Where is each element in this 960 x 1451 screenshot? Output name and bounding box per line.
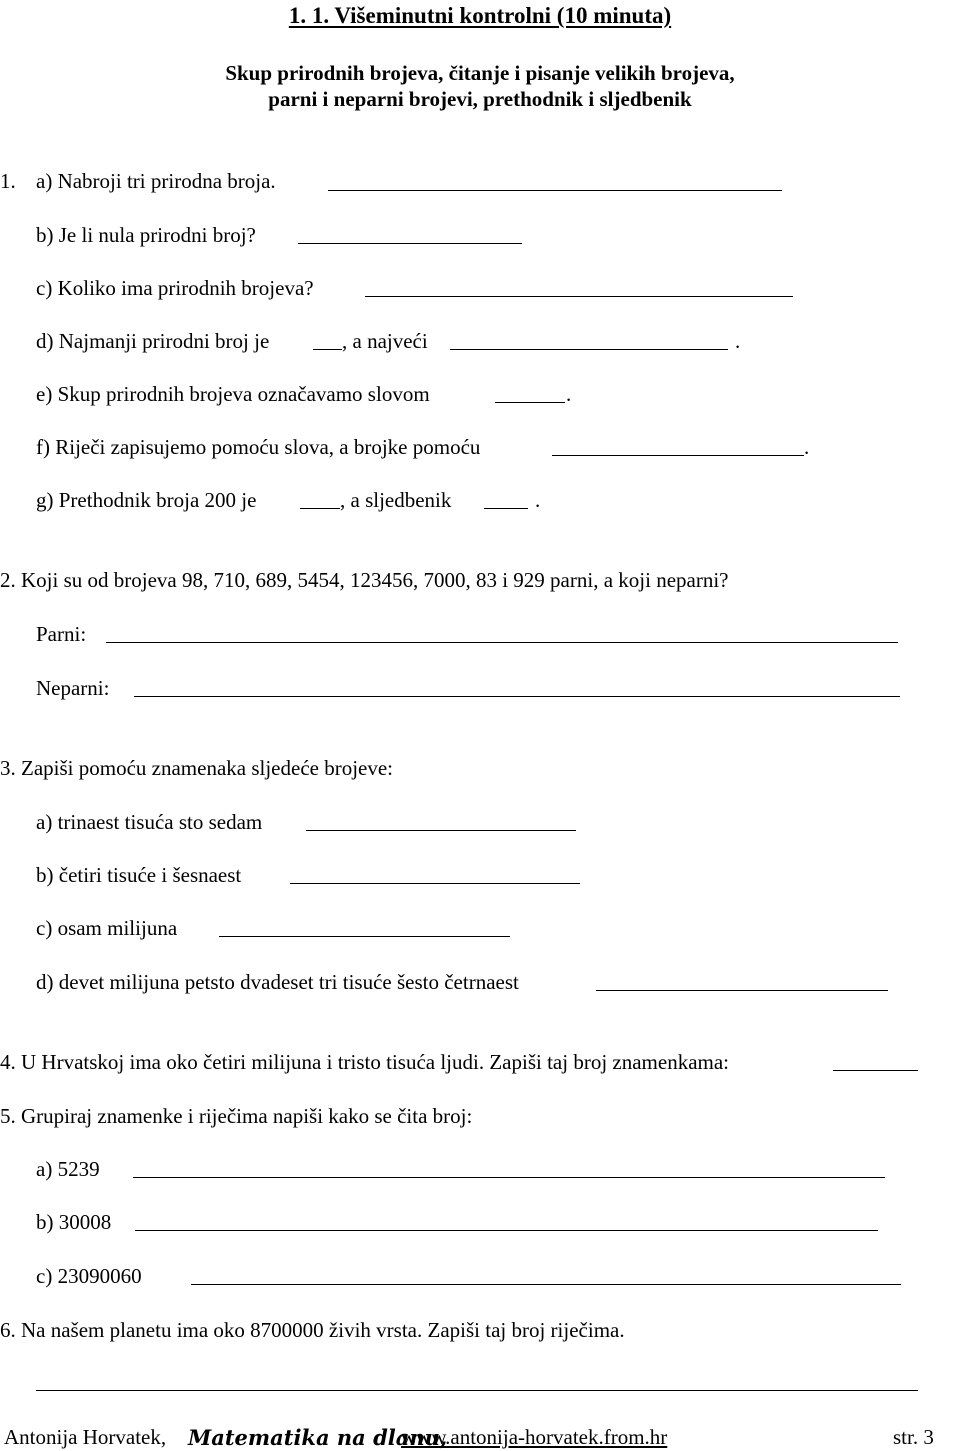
- q1b-answer-line[interactable]: [298, 243, 522, 244]
- q2-parni-label: Parni:: [36, 622, 87, 646]
- question-1-number: 1.: [0, 169, 16, 193]
- footer-website-link[interactable]: www.antonija-horvatek.from.hr: [401, 1425, 668, 1449]
- page-title: 1. 1. Višeminutni kontrolni (10 minuta): [288, 3, 672, 28]
- q3a-answer-line[interactable]: [306, 830, 576, 831]
- q2-parni-answer-line[interactable]: [106, 642, 898, 643]
- q1g-answer-line-next[interactable]: [484, 508, 528, 509]
- q3d-text: d) devet milijuna petsto dvadeset tri tisuće šesto četrnaest: [36, 970, 519, 994]
- question-5-text: 5. Grupiraj znamenke i riječima napiši kako se čita broj:: [0, 1104, 473, 1128]
- q3a-text: a) trinaest tisuća sto sedam: [36, 810, 263, 834]
- q5c-text: c) 23090060: [36, 1264, 142, 1288]
- q5b-answer-line[interactable]: [135, 1230, 878, 1231]
- question-6-text: 6. Na našem planetu ima oko 8700000 živih vrsta. Zapiši taj broj riječima.: [0, 1318, 625, 1342]
- q1d-text-2: , a najveći: [342, 329, 428, 353]
- q1e-text-2: .: [566, 382, 572, 406]
- q1e-text-1: e) Skup prirodnih brojeva označavamo slovom: [36, 382, 430, 406]
- q1d-answer-line-min[interactable]: [313, 349, 342, 350]
- q1g-text-1: g) Prethodnik broja 200 je: [36, 488, 257, 512]
- q5a-answer-line[interactable]: [133, 1177, 885, 1178]
- q1c-text: c) Koliko ima prirodnih brojeva?: [36, 276, 314, 300]
- q1d-answer-line-max[interactable]: [450, 349, 728, 350]
- footer-page-number: str. 3: [893, 1425, 934, 1449]
- q3b-answer-line[interactable]: [290, 883, 580, 884]
- question-4-text: 4. U Hrvatskoj ima oko četiri milijuna i tristo tisuća ljudi. Zapiši taj broj znamenkama:: [0, 1050, 730, 1074]
- q1g-answer-line-prev[interactable]: [300, 508, 340, 509]
- question-2-text: 2. Koji su od brojeva 98, 710, 689, 5454, 123456, 7000, 83 i 929 parni, a koji neparni?: [0, 568, 729, 592]
- q3d-answer-line[interactable]: [596, 990, 888, 991]
- q1f-text-2: .: [804, 435, 810, 459]
- q1a-answer-line[interactable]: [328, 190, 782, 191]
- q5a-text: a) 5239: [36, 1157, 100, 1181]
- q4-answer-line[interactable]: [833, 1070, 918, 1071]
- q1b-text: b) Je li nula prirodni broj?: [36, 223, 256, 247]
- q1c-answer-line[interactable]: [365, 296, 793, 297]
- q1e-answer-line[interactable]: [495, 402, 565, 403]
- subtitle-line-1: Skup prirodnih brojeva, čitanje i pisanje velikih brojeva,: [225, 61, 735, 85]
- q1d-text-3: .: [735, 329, 741, 353]
- q3b-text: b) četiri tisuće i šesnaest: [36, 863, 242, 887]
- q2-neparni-answer-line[interactable]: [134, 696, 900, 697]
- q1d-text-1: d) Najmanji prirodni broj je: [36, 329, 270, 353]
- q3c-text: c) osam milijuna: [36, 916, 178, 940]
- q1g-text-2: , a sljedbenik: [340, 488, 452, 512]
- footer-author: Antonija Horvatek,: [4, 1425, 167, 1449]
- q1f-answer-line[interactable]: [552, 455, 804, 456]
- q1a-text: a) Nabroji tri prirodna broja.: [36, 169, 276, 193]
- footer-book-title: Matematika na dlanu,: [188, 1425, 448, 1450]
- q5b-text: b) 30008: [36, 1210, 112, 1234]
- q2-neparni-label: Neparni:: [36, 676, 110, 700]
- q3c-answer-line[interactable]: [219, 936, 510, 937]
- subtitle-line-2: parni i neparni brojevi, prethodnik i sljedbenik: [268, 87, 692, 111]
- q5c-answer-line[interactable]: [191, 1284, 901, 1285]
- q1f-text-1: f) Riječi zapisujemo pomoću slova, a brojke pomoću: [36, 435, 481, 459]
- q1g-text-3: .: [535, 488, 541, 512]
- question-3-text: 3. Zapiši pomoću znamenaka sljedeće brojeve:: [0, 756, 394, 780]
- q6-answer-line[interactable]: [36, 1390, 918, 1391]
